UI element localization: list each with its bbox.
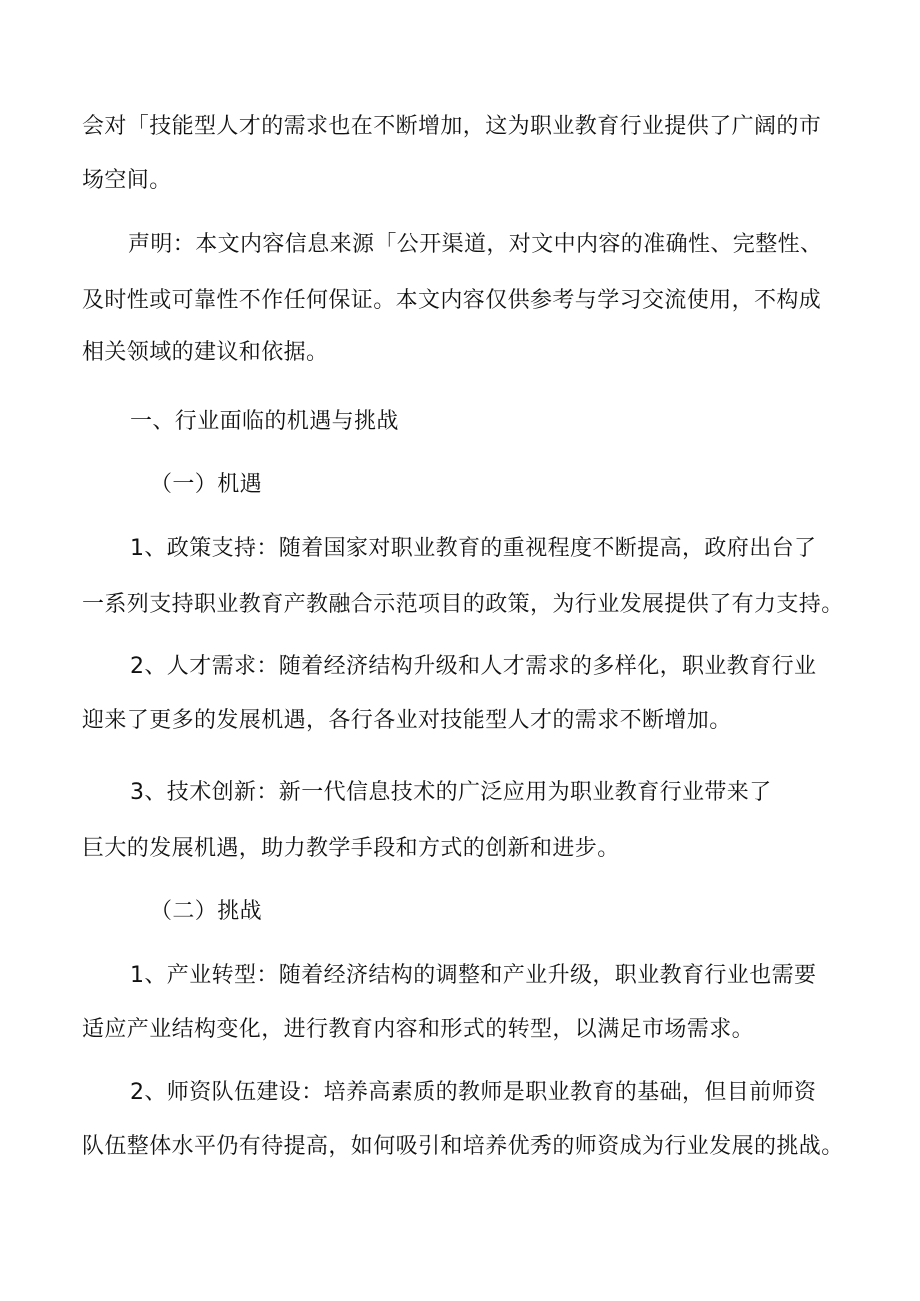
disclaimer-line: 及时性或可靠性不作任何保证。本文内容仅供参考与学习交流使用，不构成	[82, 288, 822, 313]
section-heading: 一、行业面临的机遇与挑战	[130, 409, 399, 434]
list-item-line: 3、技术创新：新一代信息技术的广泛应用为职业教育行业带来了	[130, 780, 772, 805]
list-item-line: 1、产业转型：随着经济结构的调整和产业升级，职业教育行业也需要	[130, 963, 817, 988]
disclaimer-line: 相关领域的建议和依据。	[82, 340, 329, 365]
list-item-line: 队伍整体水平仍有待提高，如何吸引和培养优秀的师资成为行业发展的挑战。	[82, 1134, 844, 1159]
disclaimer-line: 声明：本文内容信息来源「公开渠道，对文中内容的准确性、完整性、	[128, 232, 823, 257]
list-item-line: 1、政策支持：随着国家对职业教育的重视程度不断提高，政府出台了	[130, 536, 817, 561]
list-item-line: 巨大的发展机遇，助力教学手段和方式的创新和进步。	[82, 836, 620, 861]
list-item-line: 一系列支持职业教育产教融合示范项目的政策，为行业发展提供了有力支持。	[82, 592, 844, 617]
body-text-line: 会对「技能型人才的需求也在不断增加，这为职业教育行业提供了广阔的市	[82, 114, 822, 139]
list-item-line: 迎来了更多的发展机遇，各行各业对技能型人才的需求不断增加。	[82, 708, 732, 733]
list-item-line: 适应产业结构变化，进行教育内容和形式的转型，以满足市场需求。	[82, 1017, 755, 1042]
subsection-heading-challenges: （二）挑战	[150, 899, 263, 924]
list-item-line: 2、人才需求：随着经济结构升级和人才需求的多样化，职业教育行业	[130, 654, 817, 679]
subsection-heading-opportunities: （一）机遇	[150, 472, 263, 497]
body-text-line: 场空间。	[82, 168, 172, 193]
list-item-line: 2、师资队伍建设：培养高素质的教师是职业教育的基础，但目前师资	[130, 1080, 817, 1105]
